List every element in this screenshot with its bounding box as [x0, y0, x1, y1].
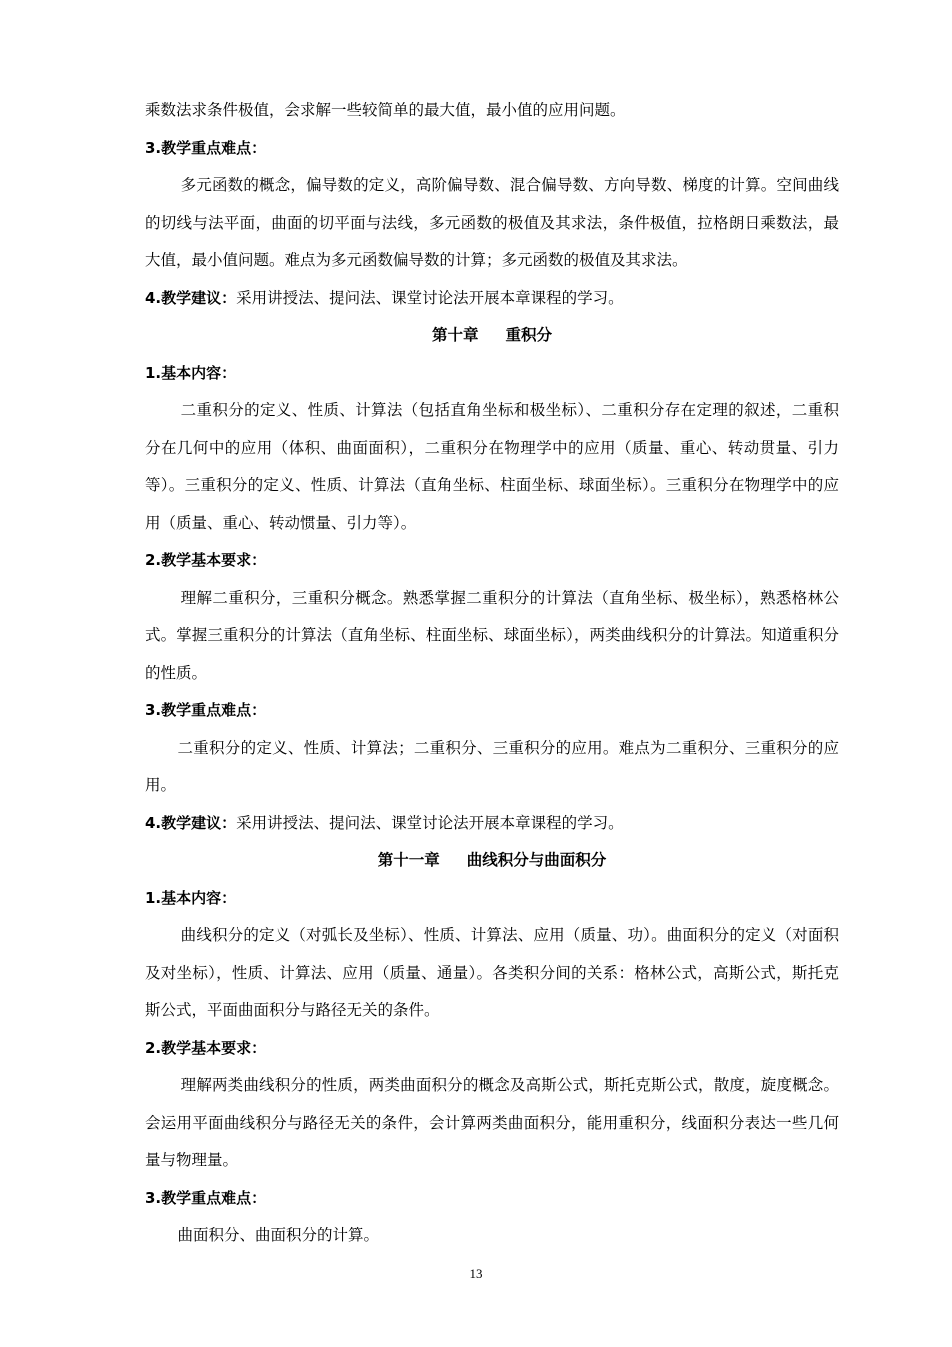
paragraph-key-points-11: 曲面积分、曲面积分的计算。 [177, 1226, 380, 1244]
paragraph-basic-content: 二重积分的定义、性质、计算法（包括直角坐标和极坐标）、二重积分存在定理的叙述，二重积分在几何中的应用（体积、曲面面积），二重积分在物理学中的应用（质量、重心、转动贯量、引力等）。三重积分的定义、性质、计算法（直角坐标、柱面坐标、球面坐标）。三重积分在物理学中的应用（质量、重心、转动惯量、引力等）。 [145, 401, 839, 532]
teaching-suggestion-line-10 [145, 805, 839, 843]
suggestion-text: 采用讲授法、提问法、课堂讨论法开展本章课程的学习。 [236, 288, 624, 307]
section-heading-key-points: 3.教学重点难点： [145, 138, 267, 157]
paragraph-continuation: 乘数法求条件极值，会求解一些较简单的最大值，最小值的应用问题。 [145, 101, 626, 119]
section-heading-suggestion-10: 4.教学建议： [145, 813, 237, 832]
paragraph-basic-content-11: 曲线积分的定义（对弧长及坐标）、性质、计算法、应用（质量、功）。曲面积分的定义（对面积及对坐标），性质、计算法、应用（质量、通量）。各类积分间的关系：格林公式，高斯公式，斯托克斯公式，平面曲面积分与路径无关的条件。 [145, 926, 839, 1019]
teaching-suggestion-line [145, 280, 839, 318]
suggestion-text-10: 采用讲授法、提问法、课堂讨论法开展本章课程的学习。 [236, 813, 624, 832]
paragraph-requirements: 理解二重积分，三重积分概念。熟悉掌握二重积分的计算法（直角坐标、极坐标），熟悉格林公式。掌握三重积分的计算法（直角坐标、柱面坐标、球面坐标），两类曲线积分的计算法。知道重积分的性质。 [145, 588, 839, 682]
section-heading-basic-content-11: 1.基本内容： [145, 888, 237, 907]
section-heading-basic-content: 1.基本内容： [145, 363, 237, 382]
paragraph-requirements-11: 理解两类曲线积分的性质，两类曲面积分的概念及高斯公式，斯托克斯公式，散度，旋度概念。会运用平面曲线积分与路径无关的条件，会计算两类曲面积分，能用重积分，线面积分表达一些几何量与物理量。 [145, 1076, 839, 1169]
section-heading-key-points-11: 3.教学重点难点： [145, 1188, 267, 1207]
paragraph-key-points: 多元函数的概念，偏导数的定义，高阶偏导数、混合偏导数、方向导数、梯度的计算。空间曲线的切线与法平面，曲面的切平面与法线，多元函数的极值及其求法，条件极值，拉格朗日乘数法，最大值，最小值问题。难点为多元函数偏导数的计算；多元函数的极值及其求法。 [145, 176, 839, 269]
chapter-title-11: 第十一章 曲线积分与曲面积分 [377, 851, 607, 869]
document-body [145, 92, 839, 1255]
paragraph-key-points-10: 二重积分的定义、性质、计算法；二重积分、三重积分的应用。难点为二重积分、三重积分的应用。 [145, 738, 839, 794]
section-heading-suggestion: 4.教学建议： [145, 288, 237, 307]
section-heading-key-points-10: 3.教学重点难点： [145, 701, 267, 719]
chapter-title-10: 第十章 重积分 [432, 326, 552, 344]
section-heading-requirements: 2.教学基本要求： [145, 551, 267, 569]
page-number: 13 [469, 1266, 483, 1281]
section-heading-requirements-11: 2.教学基本要求： [145, 1038, 267, 1057]
